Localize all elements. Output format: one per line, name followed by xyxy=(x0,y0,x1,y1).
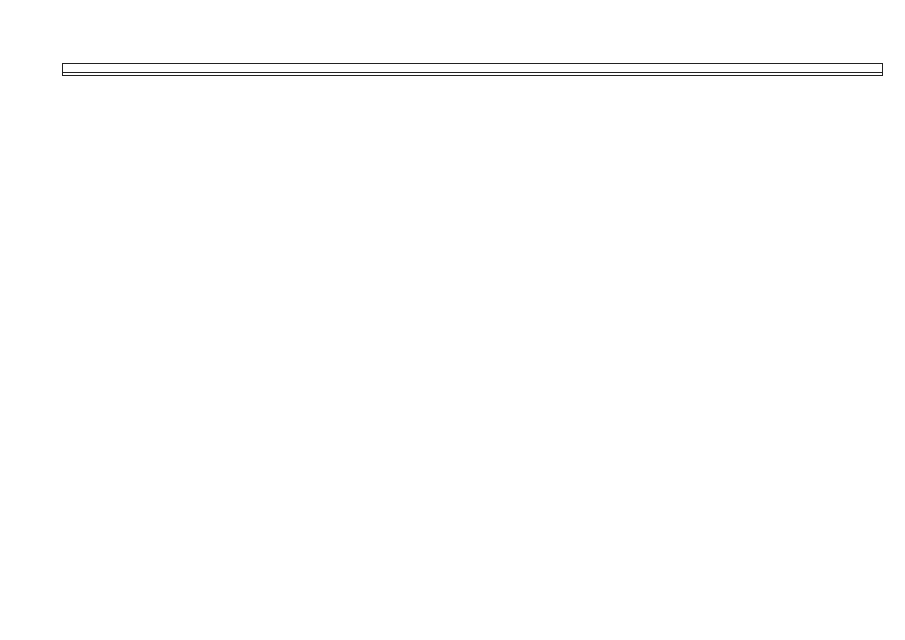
measures-table xyxy=(62,63,883,76)
section-text-row xyxy=(63,73,883,76)
section-header-row xyxy=(63,64,883,73)
section-21 xyxy=(63,64,883,76)
section-description xyxy=(63,73,883,76)
